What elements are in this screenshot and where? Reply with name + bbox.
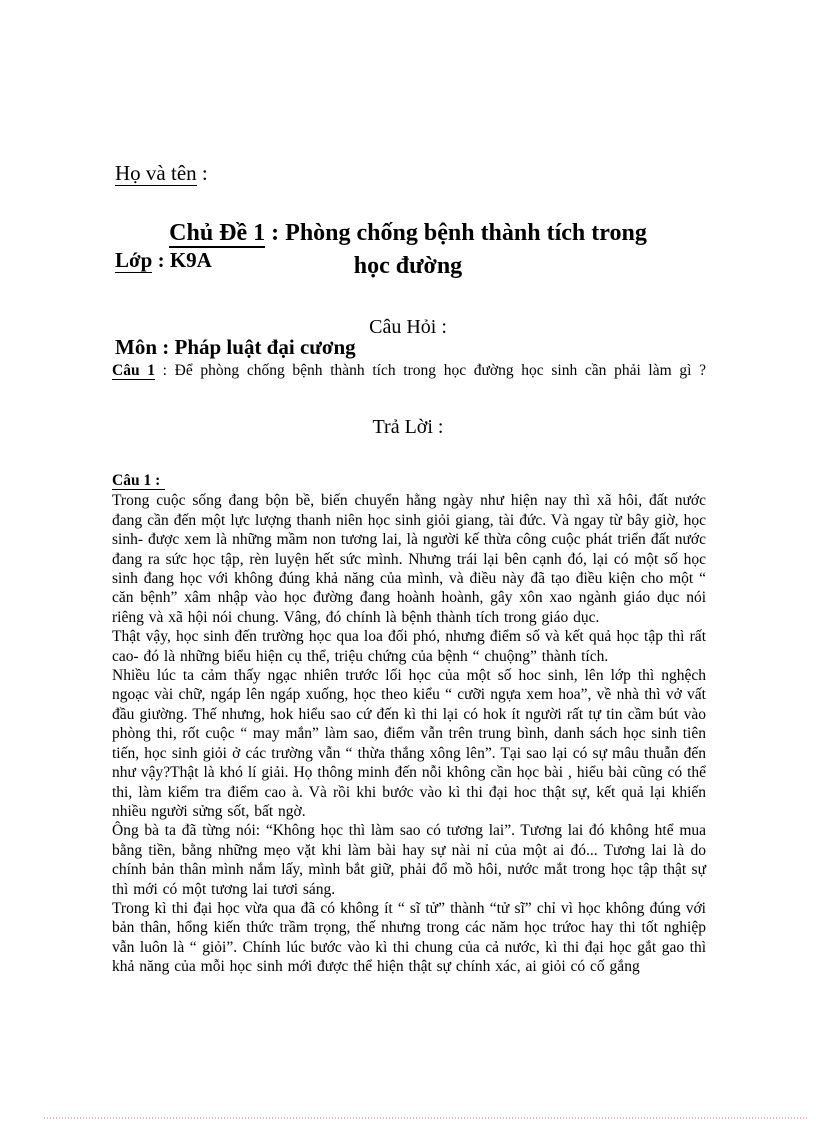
page-bottom-dotted-line: [44, 1117, 808, 1119]
answer-paragraph: Thật vậy, học sinh đến trường học qua loa đối phó, nhưng điểm số và kết quả học tập thì rất cao- đó là những biểu hiện cụ thể, triệu chứng của bệnh “ chuộng” thành tích.: [112, 628, 706, 665]
answer-paragraph: Trong kì thi đại học vừa qua đã có không ít “ sĩ tử” thành “tử sĩ” chỉ vì học không đúng với bản thân, hổng kiến thức trầm trọng, thế nhưng trong các năm học trứoc hay thi tốt nghiệp vẫn luôn là “ giỏi”. Chính lúc bước vào kì thi chung của cả nước, kì thi đại học gắt gao thì khả năng của mỗi học sinh mới được thể hiện thật sự chính xác, ai giỏi có cố gắng: [112, 899, 706, 976]
answer-paragraph: Trong cuộc sống đang bộn bề, biến chuyển hằng ngày như hiện nay thì xã hôi, đất nước đang cần đến một lực lượng thanh niên học sinh giỏi giang, tài đức. Và ngay từ bây giờ, học sinh- được xem là những mầm non tương lai, là người kế thừa công cuộc phát triển đất nước đang ra sức học tập, rèn luyện hết sức mình. Nhưng trái lại bên cạnh đó, lại có một số học sinh đang học với không đúng khả năng của mình, và điều này đã tạo điều kiện cho một “ căn bệnh” xâm nhập vào học đường đang hoành hoành, gây xôn xao ngành giáo dục nói riêng và xã hội nói chung. Vâng, đó chính là bệnh thành tích trong giáo dục.: [112, 492, 706, 626]
name-suffix: :: [196, 161, 208, 185]
questions-section-heading: Câu Hỏi :: [369, 316, 447, 338]
question-1-label: Câu 1: [112, 362, 155, 379]
document-title: [112, 217, 704, 283]
class-label: Lớp: [115, 248, 153, 272]
answer-paragraph: Ông bà ta đã từng nói: “Không học thì làm sao có tương lai”. Tương lai đó không htể mua bằng tiền, bằng những mẹo vặt khi làm bài hay sự nài nỉ của một ai đó... Tương lai là do chính bản thân mình nắm lấy, mình bắt giữ, phải đổ mồ hôi, nước mắt trong học tập thật sự thì mới có một tương lai tươi sáng.: [112, 822, 706, 898]
question-1-text: : Để phòng chống bệnh thành tích trong học đường học sinh cần phải làm gì ?: [155, 362, 706, 379]
answer-1-block: [112, 471, 706, 977]
subject-line: Môn : Pháp luật đại cương: [115, 335, 356, 359]
name-label: Họ và tên: [115, 161, 197, 185]
name-line: [115, 159, 356, 188]
answers-section-heading: Trả Lời :: [372, 416, 444, 438]
question-1-line: [112, 361, 706, 380]
class-value: : K9A: [152, 248, 212, 272]
answer-1-label: Câu 1 :: [112, 471, 706, 490]
topic-title-line2: học đường: [353, 253, 463, 279]
answer-paragraph: Nhiều lúc ta cảm thấy ngạc nhiên trước lối học của một số hoc sinh, lên lớp thì nghệch ngoạc vài chữ, ngáp lên ngáp xuống, học theo kiểu “ cưỡi ngựa xem hoa”, về nhà thì vở vất đầu giường. Thế nhưng, hok hiểu sao cứ đến kì thi lại có hok ít người rất tự tin cầm bút vào phòng thi, rốt cuộc “ may mắn” làm sao, điểm vẫn trên trung bình, danh sách học sinh tiên tiến, học sinh giỏi ở các trường vẫn “ thừa thắng xông lên”. Tại sao lại có sự mâu thuẫn đến như vậy?Thật là khó lí giải. Họ thông minh đến nỗi không cần học bài , hiểu bài cũng có thể thi, làm kiểm tra điểm cao à. Và rồi khi bước vào kì thi đại hoc thật sự, kết quả lại khiến nhiều người sửng sốt, bất ngờ.: [112, 667, 706, 820]
topic-label: Chủ Đề 1: [169, 220, 266, 246]
topic-title-line1: : Phòng chống bệnh thành tích trong: [265, 220, 647, 246]
